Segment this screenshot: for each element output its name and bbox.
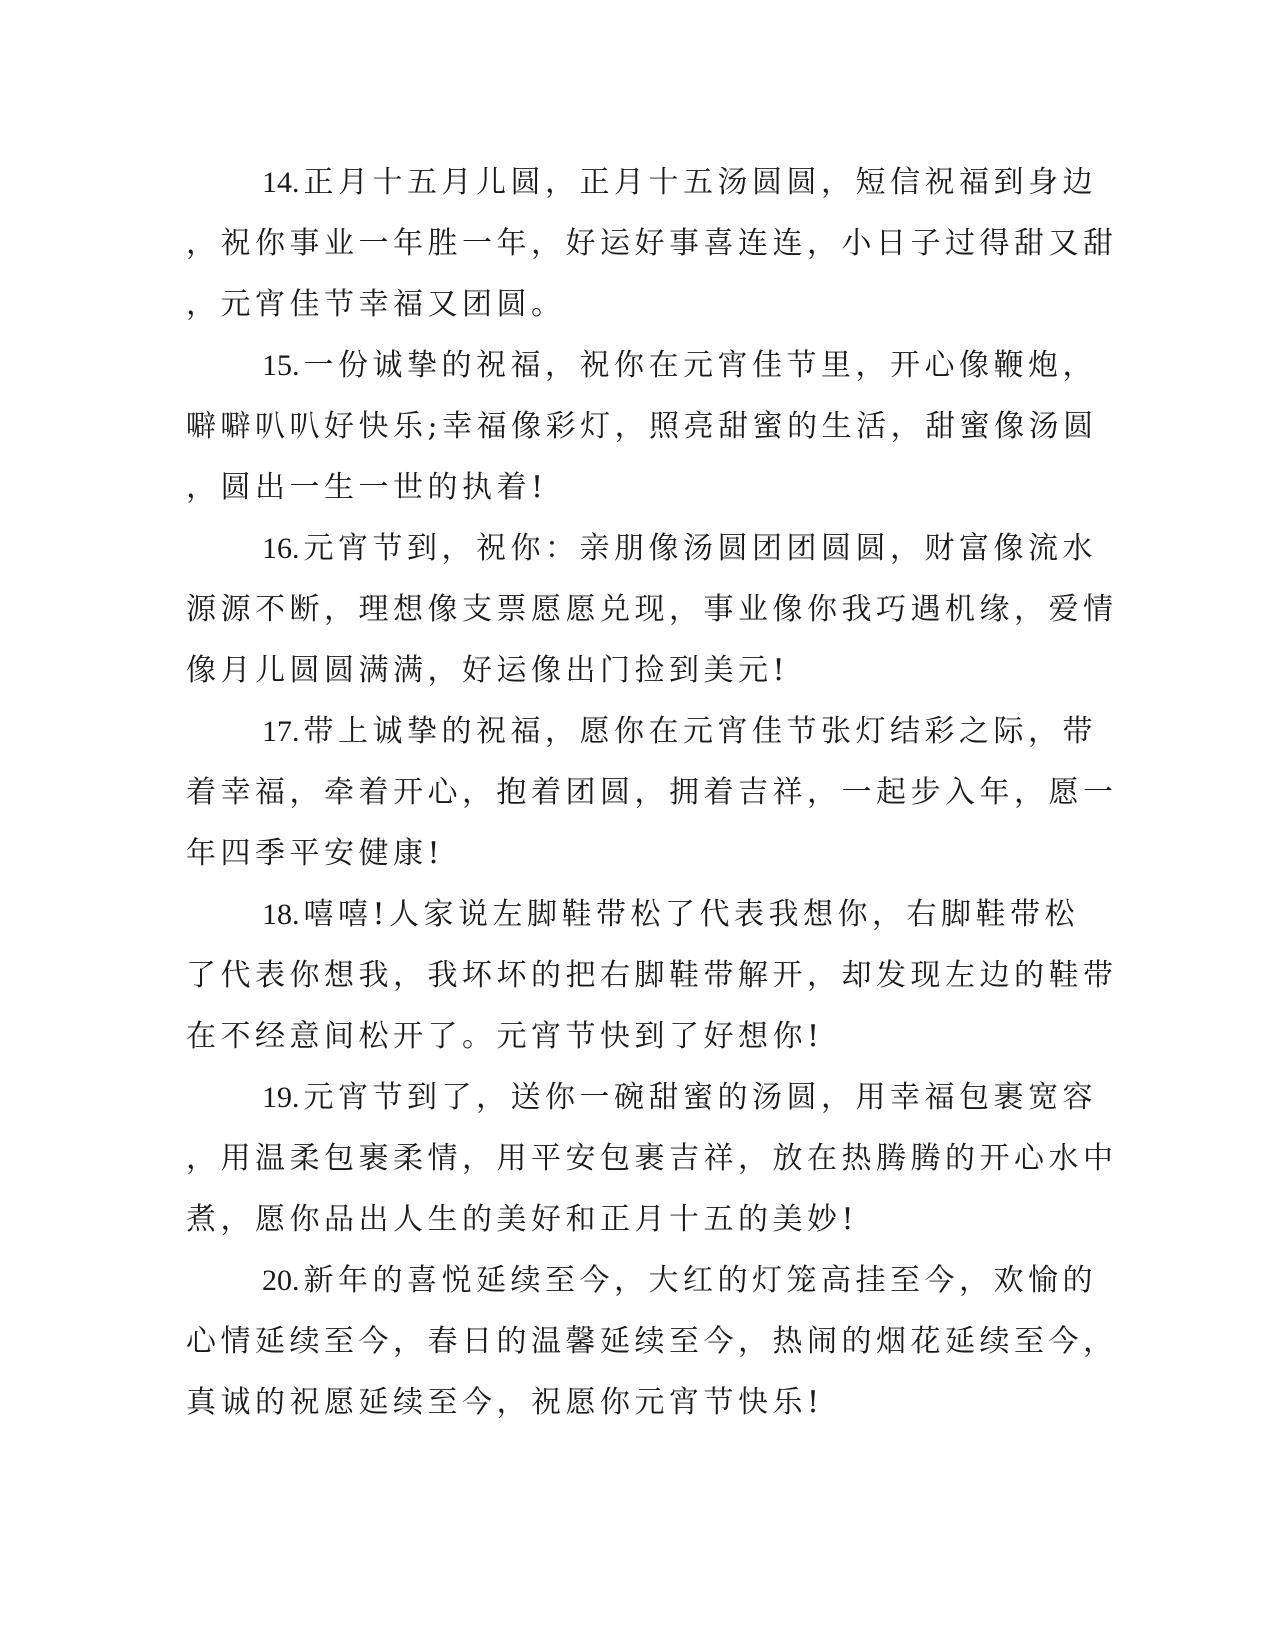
paragraph-line: 19. 元宵节到了，送你一碗甜蜜的汤圆，用幸福包裹宽容: [262, 1080, 1097, 1115]
paragraph-number: 14.: [262, 166, 300, 199]
paragraph-17: [186, 701, 1118, 884]
paragraph-number: 17.: [262, 715, 300, 748]
paragraph-line: 噼噼叭叭好快乐;幸福像彩灯，照亮甜蜜的生活，甜蜜像汤圆: [186, 409, 1098, 444]
paragraph-16: [186, 518, 1118, 701]
paragraph-line: 真诚的祝愿延续至今，祝愿你元宵节快乐!: [186, 1385, 824, 1420]
paragraph-line: 17. 带上诚挚的祝福，愿你在元宵佳节张灯结彩之际，带: [262, 714, 1097, 749]
paragraph-line: ，圆出一生一世的执着!: [186, 470, 548, 505]
paragraph-line: 20. 新年的喜悦延续至今，大红的灯笼高挂至今，欢愉的: [262, 1263, 1097, 1298]
paragraph-line: 15. 一份诚挚的祝福，祝你在元宵佳节里，开心像鞭炮，: [262, 348, 1097, 383]
paragraph-line: 源源不断，理想像支票愿愿兑现，事业像你我巧遇机缘，爱情: [186, 592, 1118, 627]
paragraph-line: ，祝你事业一年胜一年，好运好事喜连连，小日子过得甜又甜: [186, 226, 1118, 261]
paragraph-number: 20.: [262, 1264, 300, 1297]
paragraph-line: 16. 元宵节到，祝你：亲朋像汤圆团团圆圆，财富像流水: [262, 531, 1097, 566]
paragraph-line: 14. 正月十五月儿圆，正月十五汤圆圆，短信祝福到身边: [262, 165, 1097, 200]
paragraph-line: 着幸福，牵着开心，抱着团圆，拥着吉祥，一起步入年，愿一: [186, 775, 1118, 810]
paragraph-line: 在不经意间松开了。元宵节快到了好想你!: [186, 1019, 824, 1054]
paragraph-line: ，用温柔包裹柔情，用平安包裹吉祥，放在热腾腾的开心水中: [186, 1141, 1118, 1176]
paragraph-line: 了代表你想我，我坏坏的把右脚鞋带解开，却发现左边的鞋带: [186, 958, 1118, 993]
paragraph-line: 18. 嘻嘻!人家说左脚鞋带松了代表我想你，右脚鞋带松: [262, 897, 1080, 932]
paragraph-number: 15.: [262, 349, 300, 382]
paragraph-line: 煮，愿你品出人生的美好和正月十五的美妙!: [186, 1202, 859, 1237]
paragraph-number: 19.: [262, 1081, 300, 1114]
paragraph-15: [186, 335, 1098, 518]
document-body: [186, 152, 1118, 1433]
paragraph-line: 年四季平安健康!: [186, 836, 445, 871]
paragraph-20: [186, 1250, 1118, 1433]
paragraph-line: ，元宵佳节幸福又团圆。: [186, 287, 566, 322]
paragraph-number: 18.: [262, 898, 300, 931]
paragraph-14: [186, 152, 1118, 335]
paragraph-number: 16.: [262, 532, 300, 565]
paragraph-line: 心情延续至今，春日的温馨延续至今，热闹的烟花延续至今，: [186, 1324, 1118, 1359]
paragraph-18: [186, 884, 1118, 1067]
paragraph-19: [186, 1067, 1118, 1250]
paragraph-line: 像月儿圆圆满满，好运像出门捡到美元!: [186, 653, 790, 688]
